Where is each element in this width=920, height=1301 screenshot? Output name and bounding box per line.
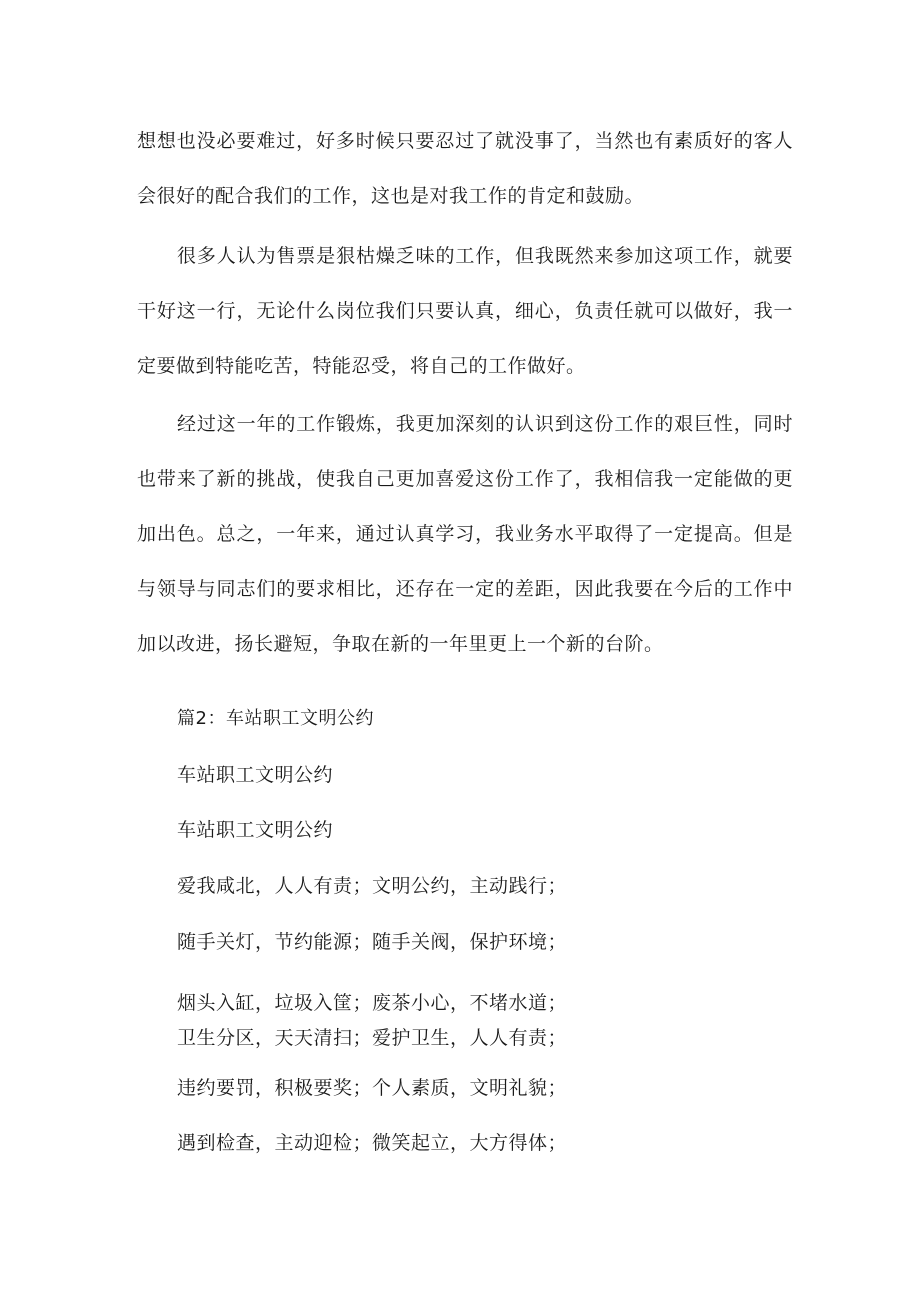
pledge-line-6: 遇到检查，主动迎检；微笑起立，大方得体； — [177, 1132, 568, 1154]
paragraph-1: 想想也没必要难过，好多时候只要忍过了就没事了，当然也有素质好的客人会很好的配合我们的工作，这也是对我工作的肯定和鼓励。 — [137, 130, 793, 207]
paragraph-2: 很多人认为售票是狠枯燥乏味的工作，但我既然来参加这项工作，就要干好这一行，无论什么岗位我们只要认真，细心，负责任就可以做好，我一定要做到特能吃苦，特能忍受，将自己的工作做好。 — [137, 245, 793, 377]
pledge-line-2: 随手关灯，节约能源；随手关阀，保护环境； — [177, 931, 568, 953]
section-title: 车站职工文明公约 — [177, 764, 334, 786]
section-heading: 篇2：车站职工文明公约 — [177, 708, 374, 729]
pledge-line-3: 烟头入缸，垃圾入筐；废茶小心，不堵水道； — [177, 992, 568, 1014]
paragraph-3: 经过这一年的工作锻炼，我更加深刻的认识到这份工作的艰巨性，同时也带来了新的挑战，使我自己更加喜爱这份工作了，我相信我一定能做的更加出色。总之，一年来，通过认真学习，我业务水平取得了一定提高。但是与领导与同志们的要求相比，还存在一定的差距，因此我要在今后的工作中加以改进，扬长避短，争取在新的一年里更上一个新的台阶。 — [137, 413, 793, 655]
pledge-line-4: 卫生分区，天天清扫；爱护卫生，人人有责； — [177, 1027, 568, 1049]
pledge-line-1: 爱我咸北，人人有责；文明公约，主动践行； — [177, 875, 568, 897]
section-subtitle: 车站职工文明公约 — [177, 819, 334, 841]
pledge-line-5: 违约要罚，积极要奖；个人素质，文明礼貌； — [177, 1077, 568, 1099]
